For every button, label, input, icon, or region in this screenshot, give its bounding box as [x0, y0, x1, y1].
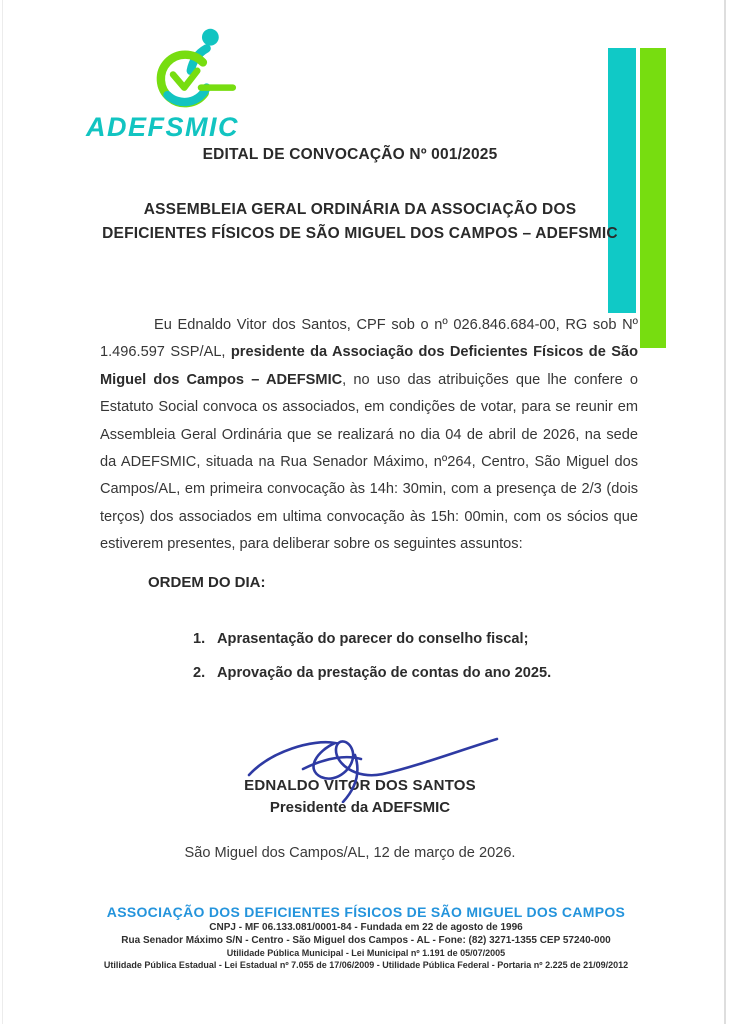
- adefsmic-logo: [86, 26, 296, 143]
- footer-org-name: ASSOCIAÇÃO DOS DEFICIENTES FÍSICOS DE SÃO MIGUEL DOS CAMPOS: [106, 904, 626, 920]
- signature-handwriting: [243, 725, 505, 803]
- wheelchair-icon: [142, 26, 247, 110]
- body-text-regular-2: , no uso das atribuições que lhe confere o Estatuto Social convoca os associados, em condições de votar, para se reunir em Assembleia Geral Ordinária que se realizará no dia 04 de abril de 2026, na sede da ADEFSMIC, situada na Rua Senador Máximo, nº264, Centro, São Miguel dos Campos/AL, em primeira convocação às 14h: 30min, com a presença de 2/3 (dois terços) dos associados em ultima convocação às 15h: 00min, com os sócios que estiverem presentes, para deliberar sobre os seguintes assuntos:: [100, 371, 638, 553]
- agenda-item-2-text: Aprovação da prestação de contas do ano 2025.: [217, 665, 552, 681]
- body-paragraph: [100, 312, 638, 559]
- agenda-list: [193, 622, 613, 690]
- body-text-bold: presidente da Associação dos Deficientes Físicos de São Miguel dos Campos – ADEFSMIC: [100, 344, 638, 388]
- agenda-heading: ORDEM DO DIA:: [148, 574, 266, 591]
- footer-state-federal-law-line: Utilidade Pública Estadual - Lei Estadual nº 7.055 de 17/06/2009 - Utilidade Pública Federal - Portaria nº 2.225 de 21/09/2012: [103, 960, 629, 970]
- brand-bar-green: [640, 48, 666, 348]
- body-text-regular-1: Eu Ednaldo Vitor dos Santos, CPF sob o nº 026.846.684-00, RG sob Nº 1.496.597 SSP/AL,: [100, 317, 638, 361]
- footer: [6, 904, 726, 970]
- agenda-item-1-number: 1.: [193, 631, 206, 647]
- signatory-role: Presidente da ADEFSMIC: [269, 799, 451, 816]
- document-title: EDITAL DE CONVOCAÇÃO Nº 001/2025: [202, 146, 498, 163]
- agenda-item-1-text: Aprasentação do parecer do conselho fiscal;: [217, 631, 529, 647]
- logo-wordmark: ADEFSMIC: [86, 112, 239, 142]
- page-right-edge: [724, 0, 726, 1024]
- dateline: São Miguel dos Campos/AL, 12 de março de 2026.: [184, 845, 516, 861]
- signatory-name: EDNALDO VITOR DOS SANTOS: [244, 777, 476, 794]
- agenda-item-1: [193, 622, 613, 656]
- footer-address-line: Rua Senador Máximo S/N - Centro - São Miguel dos Campos - AL - Fone: (82) 3271-1355 CEP 57240-000: [121, 935, 611, 946]
- agenda-item-2: [193, 656, 613, 690]
- document-subtitle: ASSEMBLEIA GERAL ORDINÁRIA DA ASSOCIAÇÃO DOS DEFICIENTES FÍSICOS DE SÃO MIGUEL DOS CAMPOS – ADEFSMIC: [102, 201, 618, 242]
- agenda-item-2-number: 2.: [193, 665, 206, 681]
- brand-bar-teal: [608, 48, 636, 313]
- footer-cnpj-line: CNPJ - MF 06.133.081/0001-84 - Fundada em 22 de agosto de 1996: [209, 922, 523, 933]
- footer-municipal-law-line: Utilidade Pública Municipal - Lei Municipal nº 1.191 de 05/07/2005: [226, 948, 506, 958]
